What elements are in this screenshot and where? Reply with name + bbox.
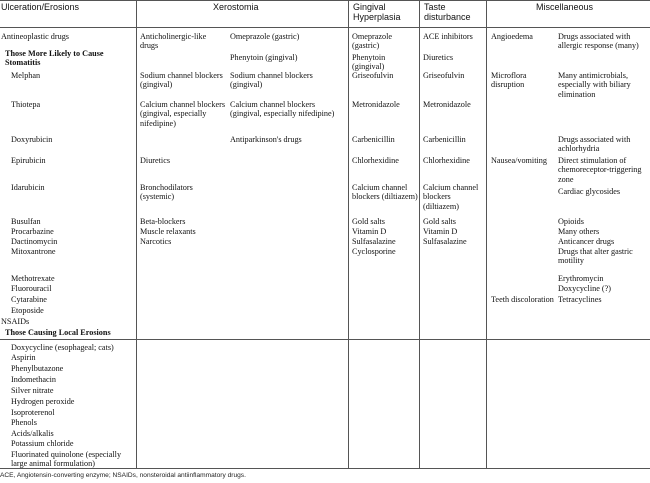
- list-item: Indomethacin: [11, 375, 57, 384]
- list-item: Bronchodilators (systemic): [140, 183, 193, 202]
- list-item: Diuretics: [423, 53, 454, 62]
- list-item: Isoproterenol: [11, 408, 55, 417]
- header-gingival: Gingival Hyperplasia: [353, 2, 401, 22]
- list-item: Calcium channel blockers (gingival, especially nifedipine): [140, 100, 226, 128]
- list-item: Cyclosporine: [352, 247, 396, 256]
- list-item: Silver nitrate: [11, 386, 54, 395]
- list-item: Carbenicillin: [352, 135, 395, 144]
- list-item: Doxycycline (?): [558, 284, 611, 293]
- list-item: Omeprazole (gastric): [352, 32, 393, 51]
- list-item: Phenylbutazone: [11, 364, 64, 373]
- misc-category-microflora: Microflora disruption: [491, 71, 527, 90]
- list-item: Epirubicin: [11, 156, 46, 165]
- list-item: Busulfan: [11, 217, 41, 226]
- header-misc: Miscellaneous: [536, 2, 594, 12]
- misc-category-nausea: Nausea/vomiting: [491, 156, 547, 165]
- list-item: Omeprazole (gastric): [230, 32, 300, 41]
- list-item: Calcium channel blockers (diltiazem): [352, 183, 418, 202]
- list-item: Melphan: [11, 71, 41, 80]
- stomatitis-heading: Those More Likely to Cause Stomatitis: [5, 49, 104, 68]
- list-item: Narcotics: [140, 237, 172, 246]
- list-item: Procarbazine: [11, 227, 54, 236]
- list-item: Many antimicrobials, especially with biliary elimination: [558, 71, 631, 99]
- list-item: Doxyrubicin: [11, 135, 53, 144]
- list-item: Dactinomycin: [11, 237, 58, 246]
- list-item: Idarubicin: [11, 183, 45, 192]
- header-taste: Taste disturbance: [424, 2, 471, 22]
- list-item: Fluorouracil: [11, 284, 52, 293]
- list-item: Drugs that alter gastric motility: [558, 247, 633, 266]
- list-item: Tetracyclines: [558, 295, 602, 304]
- list-item: Chlorhexidine: [352, 156, 399, 165]
- list-item: Doxycycline (esophageal; cats): [11, 343, 114, 352]
- list-item: Acids/alkalis: [11, 429, 54, 438]
- list-item: Methotrexate: [11, 274, 55, 283]
- list-item: Calcium channel blockers (gingival, especially nifedipine): [230, 100, 335, 119]
- list-item: Metronidazole: [423, 100, 471, 109]
- list-item: Hydrogen peroxide: [11, 397, 75, 406]
- list-item: Anticancer drugs: [558, 237, 615, 246]
- column-divider-4: [486, 0, 487, 468]
- nsaids-label: NSAIDs: [1, 317, 30, 326]
- list-item: Sodium channel blockers (gingival): [230, 71, 313, 90]
- list-item: Vitamin D: [352, 227, 387, 236]
- list-item: Cardiac glycosides: [558, 187, 621, 196]
- list-item: Aspirin: [11, 353, 36, 362]
- list-item: Etoposide: [11, 306, 44, 315]
- list-item: Sodium channel blockers (gingival): [140, 71, 223, 90]
- list-item: ACE inhibitors: [423, 32, 473, 41]
- list-item: Chlorhexidine: [423, 156, 470, 165]
- list-item: Direct stimulation of chemoreceptor-triggering zone: [558, 156, 642, 184]
- ulceration-intro: Antineoplastic drugs: [1, 32, 69, 41]
- list-item: Calcium channel blockers (diltiazem): [423, 183, 479, 211]
- list-item: Drugs associated with allergic response (many): [558, 32, 639, 51]
- list-item: Phenols: [11, 418, 37, 427]
- list-item: Sulfasalazine: [423, 237, 467, 246]
- list-item: Anticholinergic-like drugs: [140, 32, 207, 51]
- list-item: Drugs associated with achlorhydria: [558, 135, 631, 154]
- list-item: Opioids: [558, 217, 584, 226]
- list-item: Vitamin D: [423, 227, 458, 236]
- list-item: Thiotepa: [11, 100, 41, 109]
- list-item: Sulfasalazine: [352, 237, 396, 246]
- list-item: Potassium chloride: [11, 439, 74, 448]
- column-divider-3: [419, 0, 420, 468]
- list-item: Cytarabine: [11, 295, 47, 304]
- list-item: Muscle relaxants: [140, 227, 196, 236]
- table-footnote: ACE, Angiotensin-converting enzyme; NSAIDs, nonsteroidal antiinflammatory drugs.: [0, 472, 246, 479]
- list-item: Gold salts: [423, 217, 456, 226]
- header-xerostomia: Xerostomia: [213, 2, 259, 12]
- list-item: Erythromycin: [558, 274, 604, 283]
- list-item: Mitoxantrone: [11, 247, 56, 256]
- list-item: Phenytoin (gingival): [352, 53, 386, 72]
- list-item: Carbenicillin: [423, 135, 466, 144]
- misc-category-teeth: Teeth discoloration: [491, 295, 554, 304]
- misc-category-angioedema: Angioedema: [491, 32, 533, 41]
- list-item: Many others: [558, 227, 600, 236]
- list-item: Griseofulvin: [423, 71, 465, 80]
- list-item: Beta-blockers: [140, 217, 186, 226]
- list-item: Fluorinated quinolone (especially large animal formulation): [11, 450, 122, 469]
- list-item: Phenytoin (gingival): [230, 53, 298, 62]
- header-ulceration: Ulceration/Erosions: [1, 2, 80, 12]
- list-item: Gold salts: [352, 217, 385, 226]
- column-divider-2: [348, 0, 349, 468]
- table-top-rule: [0, 0, 650, 1]
- column-divider-1: [136, 0, 137, 468]
- local-erosions-heading: Those Causing Local Erosions: [5, 328, 111, 337]
- list-item: Griseofulvin: [352, 71, 394, 80]
- list-item: Metronidazole: [352, 100, 400, 109]
- list-item: Diuretics: [140, 156, 171, 165]
- list-item: Antiparkinson's drugs: [230, 135, 302, 144]
- section-rule: [0, 339, 650, 340]
